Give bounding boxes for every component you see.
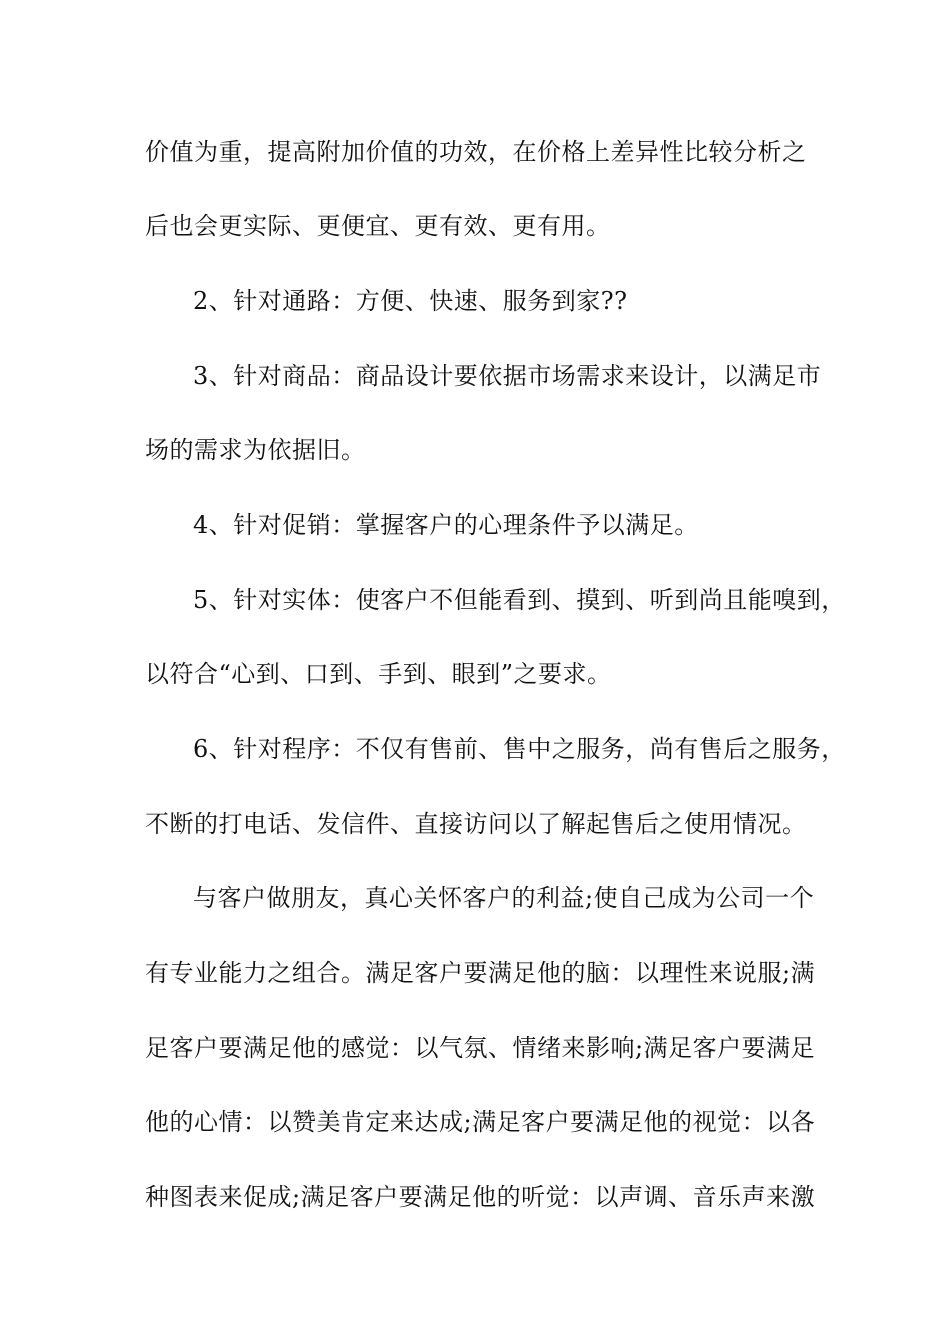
paragraph-line: 场的需求为依据旧。 <box>145 436 366 464</box>
paragraph-line: 以符合“心到、口到、手到、眼到”之要求。 <box>145 660 612 688</box>
paragraph-line: 有专业能力之组合。满足客户要满足他的脑：以理性来说服;满 <box>145 959 816 987</box>
paragraph-line: 不断的打电话、发信件、直接访问以了解起售后之使用情况。 <box>145 810 807 838</box>
list-item-line: 5、针对实体：使客户不但能看到、摸到、听到尚且能嗅到， <box>193 586 846 614</box>
paragraph-line: 价值为重，提高附加价值的功效，在价格上差异性比较分析之 <box>145 138 807 166</box>
list-item-line: 4、针对促销：掌握客户的心理条件予以满足。 <box>193 511 699 539</box>
paragraph-line: 足客户要满足他的感觉：以气氛、情绪来影响;满足客户要满足 <box>145 1034 816 1062</box>
paragraph-line: 种图表来促成;满足客户要满足他的听觉：以声调、音乐声来激 <box>145 1183 816 1211</box>
list-item-line: 2、针对通路：方便、快速、服务到家?? <box>193 287 628 315</box>
list-item-line: 6、针对程序：不仅有售前、售中之服务，尚有售后之服务， <box>193 735 846 763</box>
paragraph-line: 他的心情：以赞美肯定来达成;满足客户要满足他的视觉：以各 <box>145 1108 816 1136</box>
paragraph-line: 与客户做朋友，真心关怀客户的利益;使自己成为公司一个 <box>193 884 815 912</box>
paragraph-line: 后也会更实际、更便宜、更有效、更有用。 <box>145 212 611 240</box>
list-item-line: 3、针对商品：商品设计要依据市场需求来设计，以满足市 <box>193 362 822 390</box>
